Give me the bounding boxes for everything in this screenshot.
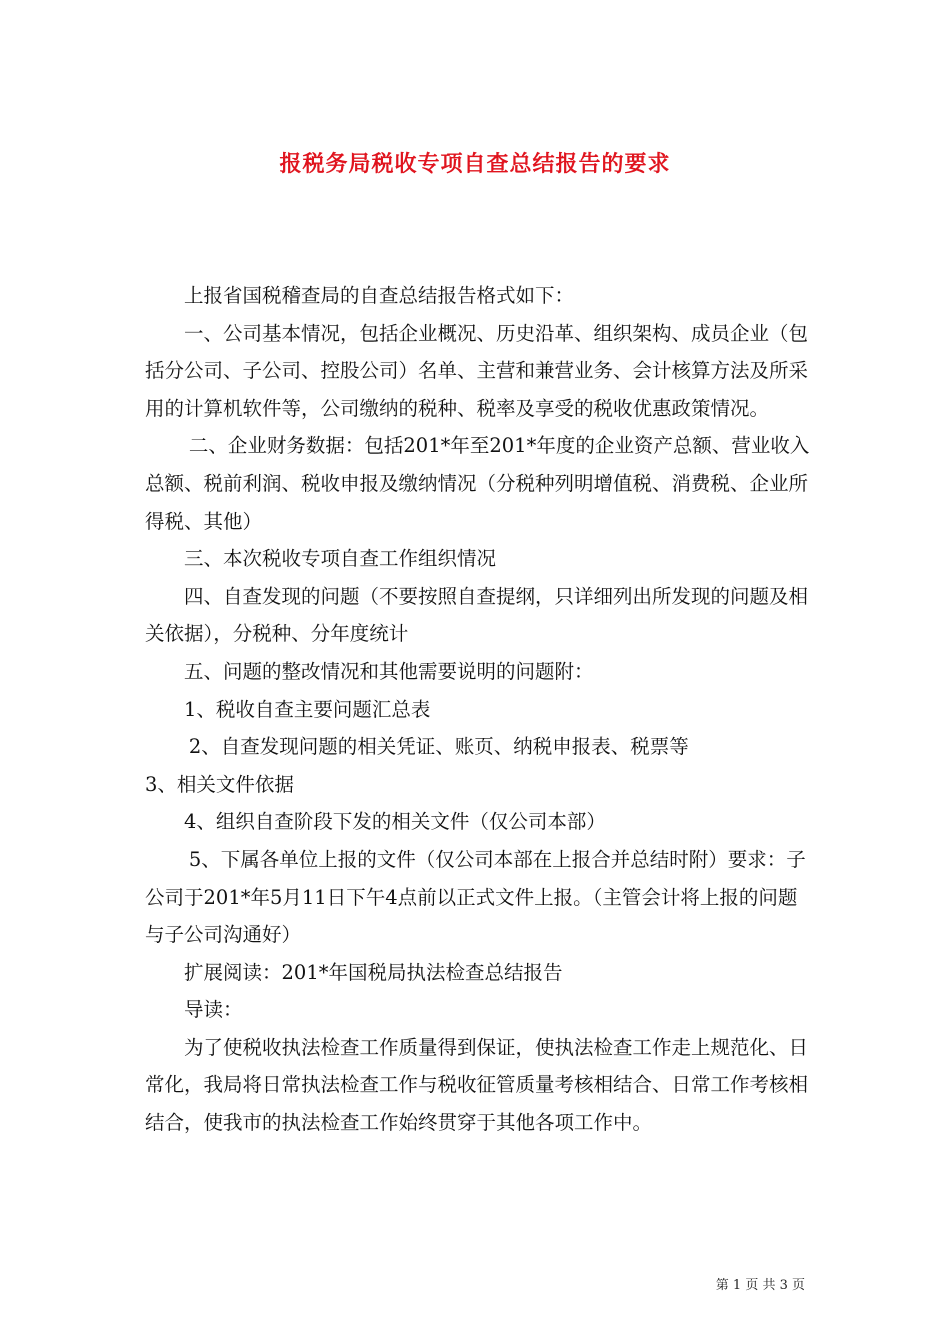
attachment-item-1: 1、税收自查主要问题汇总表 — [184, 697, 431, 721]
paragraph-section-2: 二、企业财务数据：包括201*年至201*年度的企业资产总额、营业收入总额、税前利润、税收申报及缴纳情况（分税种列明增值税、消费税、企业所得税、其他） — [145, 434, 810, 533]
paragraph-extended-reading: 扩展阅读：201*年国税局执法检查总结报告 — [184, 960, 563, 984]
page-title: 报税务局税收专项自查总结报告的要求 — [279, 150, 671, 177]
paragraph-section-5: 五、问题的整改情况和其他需要说明的问题附： — [184, 659, 594, 683]
page-footer: 第 1 页 共 3 页 — [715, 1278, 805, 1293]
paragraph-section-3: 三、本次税收专项自查工作组织情况 — [184, 547, 497, 571]
paragraph-intro: 上报省国税稽查局的自查总结报告格式如下： — [184, 284, 575, 307]
attachment-item-2: 2、自查发现问题的相关凭证、账页、纳税申报表、税票等 — [188, 735, 689, 759]
paragraph-section-1: 一、公司基本情况，包括企业概况、历史沿革、组织架构、成员企业（包括分公司、子公司、控股公司）名单、主营和兼营业务、会计核算方法及所采用的计算机软件等，公司缴纳的税种、税率及享受的税收优惠政策情况。 — [145, 321, 809, 420]
document-body — [145, 277, 815, 1142]
paragraph-section-4: 四、自查发现的问题（不要按照自查提纲，只详细列出所发现的问题及相关依据），分税种、分年度统计 — [145, 584, 809, 646]
attachment-item-4: 4、组织自查阶段下发的相关文件（仅公司本部） — [184, 810, 606, 834]
paragraph-guide-body: 为了使税收执法检查工作质量得到保证，使执法检查工作走上规范化、日常化，我局将日常执法检查工作与税收征管质量考核相结合、日常工作考核相结合，使我市的执法检查工作始终贯穿于其他各项工作中。 — [145, 1035, 809, 1135]
attachment-item-3: 3、相关文件依据 — [145, 772, 294, 796]
paragraph-guide: 导读： — [184, 998, 243, 1022]
attachment-item-5: 5、下属各单位上报的文件（仅公司本部在上报合并总结时附）要求：子公司于201*年5月11日下午4点前以正式文件上报。（主管会计将上报的问题与子公司沟通好） — [145, 847, 806, 947]
